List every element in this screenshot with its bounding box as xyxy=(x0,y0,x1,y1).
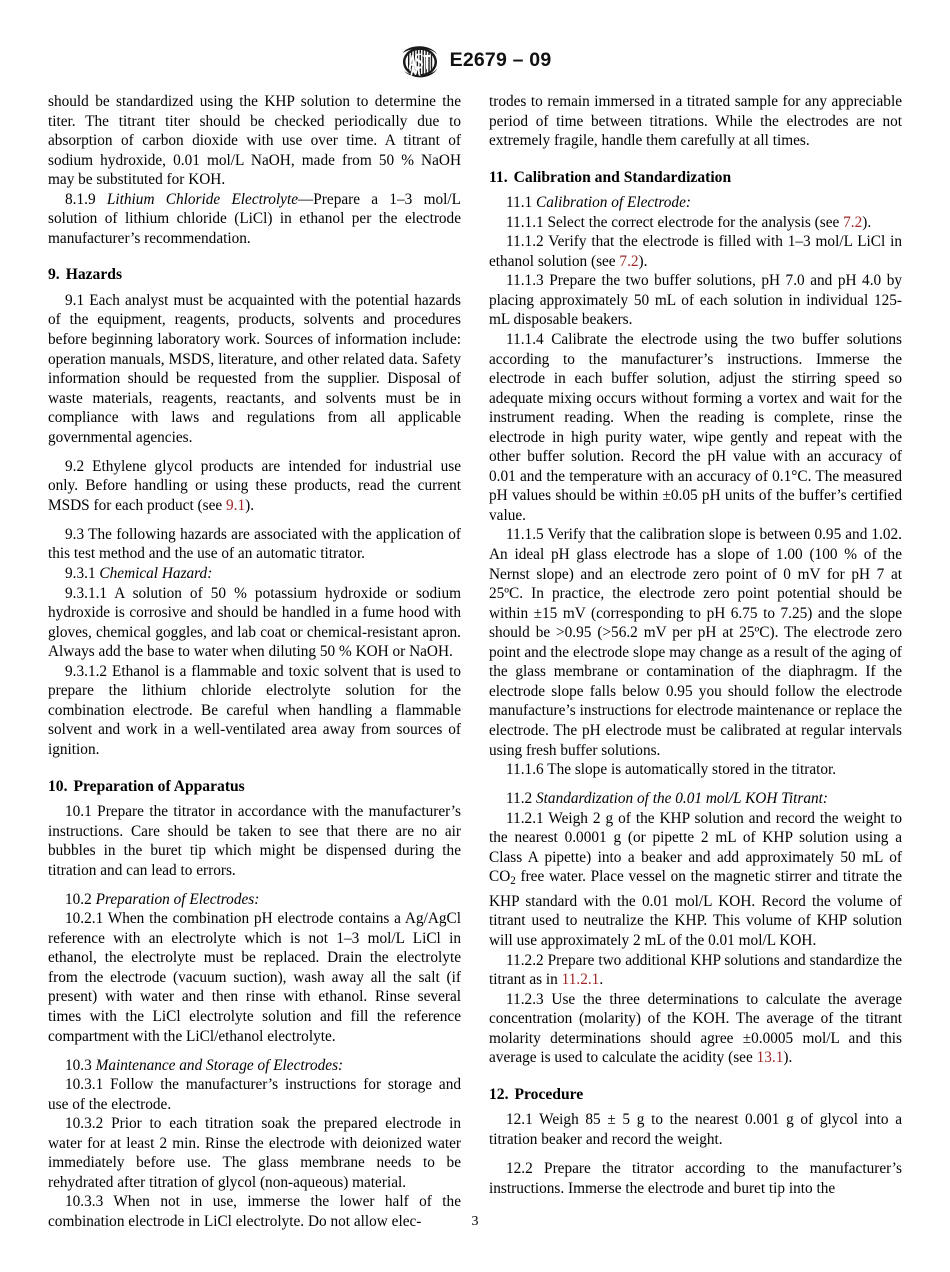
xref-11-2-1[interactable]: 11.2.1 xyxy=(561,971,600,989)
para-10-3 xyxy=(48,1056,461,1076)
para-10-3-2: 10.3.2 Prior to each titration soak the prepared electrode in water for at least 2 min. Rinse the electrode with deionized water immediately before use. The glass membrane needs to be rehydrated after titration of glycol (non-aqueous) material. xyxy=(48,1115,461,1191)
para-11-1-6: 11.1.6 The slope is automatically stored in the titrator. xyxy=(506,761,837,779)
heading-12-title: Procedure xyxy=(514,1085,584,1103)
para-9-3: 9.3 The following hazards are associated with the application of this test method and the use of an automatic titrator. xyxy=(48,525,461,563)
heading-9-hazards xyxy=(48,265,461,285)
para-10-3-3: 10.3.3 When not in use, immerse the lower half of the combination electrode in LiCl electrolyte. Do not allow elec- xyxy=(48,1193,461,1230)
para-11-2-title: Standardization of the 0.01 mol/L KOH Titrant: xyxy=(536,790,828,808)
para-10-3-3-continued: trodes to remain immersed in a titrated sample for any appreciable period of time between titrations. While the electrodes are not extremely fragile, handle them carefully at all times. xyxy=(489,93,902,150)
para-11-2-2-text-b: . xyxy=(599,971,604,989)
para-11-1-2 xyxy=(489,232,902,271)
para-11-2-2 xyxy=(489,951,902,990)
xref-7-2-second[interactable]: 7.2 xyxy=(619,252,639,270)
para-11-1-4: 11.1.4 Calibrate the electrode using the two buffer solutions according to the manufacturer’s instructions. Immerse the electrode in each buffer solution, adjust the stirring speed so adequate mixing occurs without forming a vortex and wait for the instrument reading. When the reading is complete, rinse the electrode in high purity water, wipe gently and repeat with the other buffer solution. Record the pH value with an accuracy of 0.01 and the temperature with an accuracy of 0.1°C. The measured pH values should be within ±0.05 pH units of the buffer’s certified value. xyxy=(489,331,902,524)
para-9-3-1 xyxy=(48,564,461,584)
para-8-1-9-number: 8.1.9 xyxy=(65,190,96,208)
para-10-2 xyxy=(48,890,461,910)
para-11-2-1-text-a: 11.2.1 Weigh 2 g of the KHP solution and record the weight to the nearest 0.0001 g (or pipette 2 mL of KHP solution using a Class A pipette) into a beaker and add approximately 50 mL of CO xyxy=(489,809,902,886)
para-10-3-number: 10.3 xyxy=(65,1056,92,1074)
para-8-1-9-body: —Prepare a 1–3 mol/L solution of lithium chloride (LiCl) in ethanol per the electrode manufacturer’s recommendation. xyxy=(48,190,461,247)
body-columns xyxy=(48,92,902,1232)
para-9-2-text-b: ). xyxy=(245,496,255,514)
para-11-1-5: 11.1.5 Verify that the calibration slope is between 0.95 and 1.02. An ideal pH glass electrode has a slope of 1.00 (100 % of the Nernst slope) and an electrode zero point of 0 mV for pH 7 at 25ºC. In practice, the electrode zero point potential should be within ±15 mV (corresponding to pH 6.75 to 7.25) and the slope should be >0.95 (>56.2 mV per pH at 25ºC). The electrode zero point and the electrode slope may change as a result of the aging of the glass membrane or contamination of the diaphragm. If the electrode slope falls below 0.95 you should follow the electrode manufacture’s instructions for electrode maintenance or replace the electrode. The pH electrode must be calibrated at regular intervals using fresh buffer solutions. xyxy=(489,526,902,759)
standard-designation: E2679 – 09 xyxy=(449,49,552,72)
para-12-2: 12.2 Prepare the titrator according to the manufacturer’s instructions. Immerse the electrode and buret tip into the xyxy=(489,1159,902,1197)
para-11-1-2-text-a: 11.1.2 Verify that the electrode is filled with 1–3 mol/L LiCl in ethanol solution (see xyxy=(489,233,902,270)
para-11-2-number: 11.2 xyxy=(506,790,533,808)
heading-11-title: Calibration and Standardization xyxy=(513,168,732,186)
para-11-2-1 xyxy=(489,809,902,951)
para-10-1: 10.1 Prepare the titrator in accordance with the manufacturer’s instructions. Care should be taken to see that there are no air bubbles in the buret tip which might be dispensed during the titration and can lead to errors. xyxy=(48,803,461,879)
para-8-1-8-continued: should be standardized using the KHP solution to determine the titer. The titrant titer should be checked periodically due to absorption of carbon dioxide with use over time. A titrant of sodium hydroxide, 0.01 mol/L NaOH, made from 50 % NaOH may be substituted for KOH. xyxy=(48,93,461,189)
para-9-1: 9.1 Each analyst must be acquainted with the potential hazards of the equipment, reagents, products, solvents and procedures before beginning laboratory work. Sources of information include: operation manuals, MSDS, literature, and other related data. Safety information should be requested from the supplier. Disposal of waste materials, reagents, reactants, and solvents must be in compliance with laws and regulations from all applicable governmental agencies. xyxy=(48,291,461,446)
para-11-1-number: 11.1 xyxy=(506,194,533,212)
co2-subscript: 2 xyxy=(510,875,516,888)
para-11-1-title: Calibration of Electrode: xyxy=(536,194,691,212)
page-number: 3 xyxy=(471,1214,479,1229)
page-header xyxy=(0,42,950,82)
para-9-2 xyxy=(48,457,461,516)
xref-7-2-first[interactable]: 7.2 xyxy=(843,213,863,231)
para-11-2-2-text-a: 11.2.2 Prepare two additional KHP solutions and standardize the titrant as in xyxy=(489,951,902,989)
para-9-3-1-title: Chemical Hazard: xyxy=(99,565,213,583)
para-8-1-9 xyxy=(48,190,461,249)
para-11-1-1-text-a: 11.1.1 Select the correct electrode for the analysis (see xyxy=(506,213,844,231)
left-column xyxy=(48,92,461,1232)
astm-logo-icon xyxy=(399,45,441,79)
heading-9-title: Hazards xyxy=(65,266,123,284)
para-11-2-3-text-a: 11.2.3 Use the three determinations to calculate the average concentration (molarity) of the KOH. The average of the titrant molarity determinations should agree ±0.0005 mol/L and this average is used to calculate the acidity (see xyxy=(489,990,902,1067)
xref-9-1[interactable]: 9.1 xyxy=(226,496,246,514)
para-8-1-9-title: Lithium Chloride Electrolyte xyxy=(106,190,298,208)
right-column xyxy=(489,92,902,1232)
para-10-2-number: 10.2 xyxy=(65,890,92,908)
para-11-1 xyxy=(489,193,902,213)
para-10-3-title: Maintenance and Storage of Electrodes: xyxy=(95,1056,344,1074)
para-11-2-3-text-b: ). xyxy=(783,1049,793,1067)
xref-13-1[interactable]: 13.1 xyxy=(756,1049,784,1067)
para-10-2-title: Preparation of Electrodes: xyxy=(95,890,260,908)
para-9-3-1-number: 9.3.1 xyxy=(65,565,96,583)
para-11-2-1-text-b: free water. Place vessel on the magnetic stirrer and titrate the KHP standard with the 0.01 mol/L KOH. Record the volume of titrant used to neutralize the KHP. This volume of KHP solution will use approximately 2 mL of the 0.01 mol/L KOH. xyxy=(489,868,902,949)
heading-12-procedure xyxy=(489,1085,902,1105)
heading-11-calibration-and-standardization xyxy=(489,168,902,188)
para-11-1-3: 11.1.3 Prepare the two buffer solutions, pH 7.0 and pH 4.0 by placing approximately 50 mL of each solution in individual 125-mL disposable beakers. xyxy=(489,272,902,329)
heading-11-number: 11. xyxy=(489,168,508,186)
heading-10-title: Preparation of Apparatus xyxy=(73,777,245,795)
para-11-1-1 xyxy=(489,213,902,233)
heading-9-number: 9. xyxy=(48,266,60,284)
para-11-2 xyxy=(489,789,902,809)
para-9-3-1-2: 9.3.1.2 Ethanol is a flammable and toxic solvent that is used to prepare the lithium chloride electrolyte solution for the combination electrode. Be careful when handling a flammable solvent and work in a well-ventilated area away from sources of ignition. xyxy=(48,662,461,758)
heading-12-number: 12. xyxy=(489,1085,509,1103)
para-11-2-3 xyxy=(489,990,902,1068)
heading-10-preparation-of-apparatus xyxy=(48,777,461,797)
para-9-3-1-1: 9.3.1.1 A solution of 50 % potassium hydroxide or sodium hydroxide is corrosive and should be handled in a fume hood with gloves, chemical goggles, and lab coat or chemical-resistant apron. Always add the base to water when diluting 50 % KOH or NaOH. xyxy=(48,584,461,661)
para-11-1-2-text-b: ). xyxy=(638,252,648,270)
para-12-1: 12.1 Weigh 85 ± 5 g to the nearest 0.001 g of glycol into a titration beaker and record the weight. xyxy=(489,1111,902,1148)
para-10-3-1: 10.3.1 Follow the manufacturer’s instructions for storage and use of the electrode. xyxy=(48,1076,461,1113)
para-10-2-1: 10.2.1 When the combination pH electrode contains a Ag/AgCl reference with an electrolyte which is not 1–3 mol/L LiCl in ethanol, the electrolyte must be replaced. Drain the electrolyte from the electrode (vacuum suction), wash away all the salt (if present) with water and then rinse with ethanol. Rinse several times with the LiCl electrolyte solution and fill the reference compartment with the LiCl/ethanol electrolyte. xyxy=(48,910,461,1045)
heading-10-number: 10. xyxy=(48,777,68,795)
para-9-2-text-a: 9.2 Ethylene glycol products are intended for industrial use only. Before handling or using these products, read the current MSDS for each product (see xyxy=(48,457,461,514)
para-11-1-1-text-b: ). xyxy=(862,213,872,231)
